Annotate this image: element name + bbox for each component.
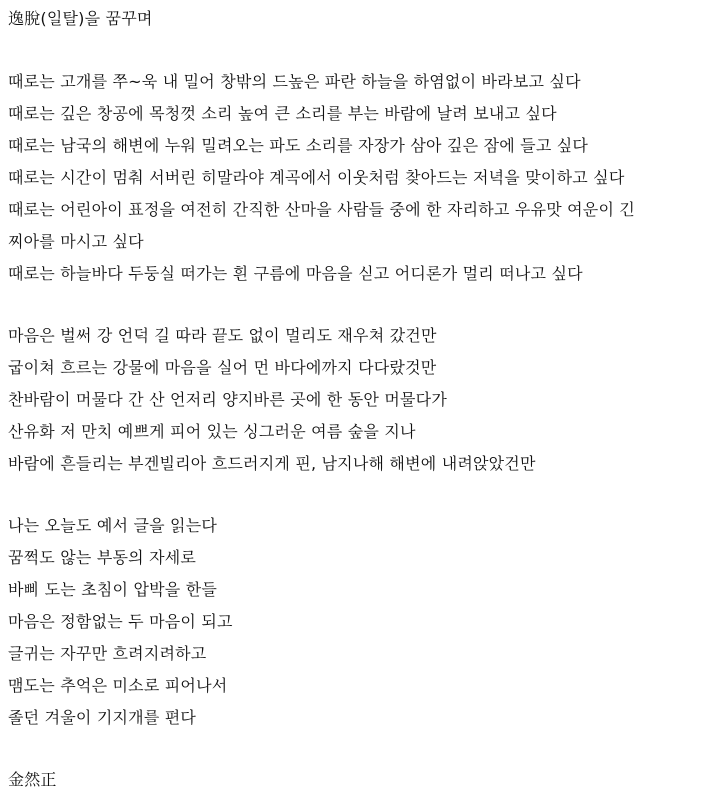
stanza1-line-6: 찌아를 마시고 싶다 xyxy=(8,232,144,251)
stanza1-line-4: 때로는 시간이 멈춰 서버린 히말라야 계곡에서 이웃처럼 찾아드는 저녁을 맞이하고 싶다 xyxy=(8,168,625,187)
stanza2-line-3: 찬바람이 머물다 간 산 언저리 양지바른 곳에 한 동안 머물다가 xyxy=(8,390,447,409)
stanza3-line-2: 꿈쩍도 않는 부동의 자세로 xyxy=(8,548,197,567)
stanza3-line-5: 글귀는 자꾸만 흐려지려하고 xyxy=(8,644,207,663)
stanza1-line-3: 때로는 남국의 해변에 누워 밀려오는 파도 소리를 자장가 삼아 깊은 잠에 들고 싶다 xyxy=(8,136,589,155)
stanza1-line-2: 때로는 깊은 창공에 목청껏 소리 높여 큰 소리를 부는 바람에 날려 보내고 싶다 xyxy=(8,104,557,123)
stanza3-line-3: 바삐 도는 초침이 압박을 한들 xyxy=(8,580,218,599)
poem-author: 金然正 xyxy=(8,770,57,789)
stanza2-line-2: 굽이쳐 흐르는 강물에 마음을 실어 먼 바다에까지 다다랐것만 xyxy=(8,358,437,377)
stanza2-line-1: 마음은 벌써 강 언덕 길 따라 끝도 없이 멀리도 재우쳐 갔건만 xyxy=(8,326,437,345)
poem-title: 逸脫(일탈)을 꿈꾸며 xyxy=(8,9,153,28)
stanza3-line-1: 나는 오늘도 예서 글을 읽는다 xyxy=(8,516,218,535)
stanza3-line-7: 졸던 겨울이 기지개를 편다 xyxy=(8,708,197,727)
stanza1-line-7: 때로는 하늘바다 두둥실 떠가는 흰 구름에 마음을 싣고 어디론가 멀리 떠나고 싶다 xyxy=(8,264,583,283)
stanza3-line-4: 마음은 정함없는 두 마음이 되고 xyxy=(8,612,233,631)
stanza2-line-5: 바람에 흔들리는 부겐빌리아 흐드러지게 핀, 남지나해 해변에 내려앉았건만 xyxy=(8,454,536,473)
stanza1-line-5: 때로는 어린아이 표정을 여전히 간직한 산마을 사람들 중에 한 자리하고 우유맛 여운이 긴 xyxy=(8,200,636,219)
stanza1-line-1: 때로는 고개를 쭈~욱 내 밀어 창밖의 드높은 파란 하늘을 하염없이 바라보고 싶다 xyxy=(8,72,581,91)
stanza2-line-4: 산유화 저 만치 예쁘게 피어 있는 싱그러운 여름 숲을 지나 xyxy=(8,422,416,441)
stanza3-line-6: 맴도는 추억은 미소로 피어나서 xyxy=(8,676,228,695)
